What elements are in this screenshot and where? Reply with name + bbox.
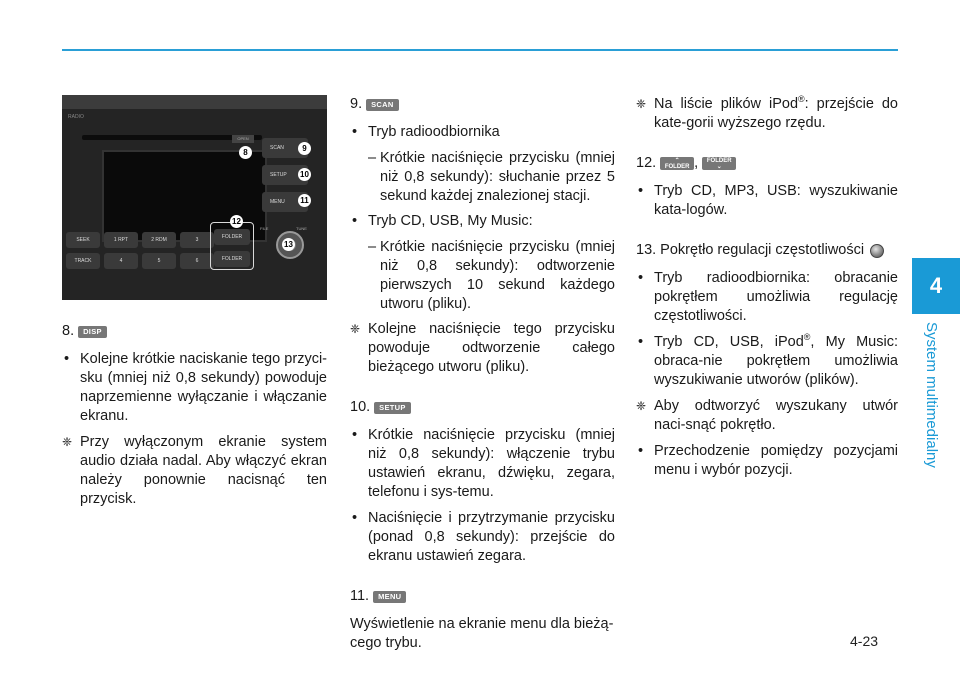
- panel-rdm-button: 2 RDM: [142, 232, 176, 248]
- column-1: [62, 322, 327, 516]
- item-10-bullet-2: • Naciśnięcie i przytrzymanie przycisku (ponad 0,8 sekundy): przejście do ekranu ustawień zegara.: [350, 509, 615, 566]
- callout-13: 13: [282, 238, 295, 251]
- chevron-down-icon: ⌄: [716, 163, 722, 170]
- item-11-heading: [350, 587, 615, 606]
- item-10-number: 10.: [350, 399, 371, 415]
- ipod-note: [636, 95, 898, 133]
- item-11-number: 11.: [350, 588, 370, 604]
- panel-brand: RADIO: [68, 114, 84, 120]
- item-9-note: ❈ Kolejne naciśnięcie tego przycisku powoduje odtworzenie całego bieżącego utworu (pliku).: [350, 320, 615, 377]
- item-13-bullet-2-pre: Tryb CD, USB, iPod: [654, 334, 804, 350]
- folder-up-label: FOLDER: [664, 163, 690, 170]
- panel-folder-up-button: FOLDER: [214, 229, 250, 245]
- callout-8: 8: [239, 146, 252, 159]
- panel-preset-5: 5: [142, 253, 176, 269]
- item-13-heading: [636, 241, 898, 260]
- item-12-separator: ,: [694, 155, 699, 171]
- item-13-bullet-2: [636, 333, 898, 390]
- folder-down-label: FOLDER: [706, 157, 732, 164]
- panel-setup-button: SETUP: [262, 165, 308, 185]
- item-9-dash-1: – Krótkie naciśnięcie przycisku (mniej niż 0,8 sekundy): słuchanie przez 5 sekund każdej znalezionej stacji.: [350, 149, 615, 206]
- panel-file-label: FILE: [260, 226, 269, 231]
- panel-tune-label: TUNE: [296, 226, 307, 231]
- header-rule: [62, 49, 898, 51]
- audio-panel-illustration: [62, 95, 327, 300]
- callout-11: 11: [298, 194, 311, 207]
- item-8-heading: [62, 322, 327, 341]
- panel-scan-button: SCAN: [262, 138, 308, 158]
- scan-button-icon: SCAN: [366, 99, 398, 111]
- panel-track-button: TRACK: [66, 253, 100, 269]
- item-13-bullet-2-post: , My Music: obraca-nie pokrętłem umożliwia wyszukiwanie utworów (plików).: [654, 334, 898, 388]
- item-13-bullet-1: • Tryb radioodbiornika: obracanie pokrętłem umożliwia regulację częstotliwości.: [636, 269, 898, 326]
- chapter-tab: 4: [912, 258, 960, 314]
- ipod-note-pre: Na liście plików iPod: [654, 96, 799, 112]
- setup-button-icon: SETUP: [374, 402, 411, 414]
- column-2: [350, 95, 615, 660]
- folder-up-button-icon: [660, 157, 694, 170]
- item-13-bullet-3: • Przechodzenie pomiędzy pozycjami menu i wybór pozycji.: [636, 442, 898, 480]
- registered-mark: ®: [798, 94, 805, 105]
- item-12-bullet: • Tryb CD, MP3, USB: wyszukiwanie kata-logów.: [636, 182, 898, 220]
- panel-menu-button: MENU: [262, 192, 308, 212]
- chevron-up-icon: ⌃: [674, 157, 680, 164]
- item-9-heading: [350, 95, 615, 114]
- panel-preset-3: 3: [180, 232, 214, 248]
- callout-12: 12: [230, 215, 243, 228]
- column-3: [636, 95, 898, 487]
- ipod-note-post: : przejście do kate-gorii wyższego rzędu.: [654, 96, 898, 131]
- panel-preset-6: 6: [180, 253, 214, 269]
- panel-open-button: OPEN: [232, 135, 254, 143]
- item-8-number: 8.: [62, 323, 75, 339]
- item-13-label: 13. Pokrętło regulacji częstotliwości: [636, 242, 865, 258]
- callout-9: 9: [298, 142, 311, 155]
- disp-button-icon: DISP: [78, 326, 107, 338]
- item-9-dash-2: – Krótkie naciśnięcie przycisku (mniej niż 0,8 sekundy): odtworzenie pierwszych 10 sekund każdego utworu (pliku).: [350, 238, 615, 314]
- panel-folder-down-button: FOLDER: [214, 251, 250, 267]
- item-8-bullet: • Kolejne krótkie naciskanie tego przyci-sku (mniej niż 0,8 sekundy) powoduje naprzemienne wyłączanie i włączanie ekranu.: [62, 350, 327, 426]
- tune-knob-icon: [870, 244, 884, 258]
- item-10-heading: [350, 398, 615, 417]
- item-9-number: 9.: [350, 96, 363, 112]
- folder-down-button-icon: [702, 157, 736, 170]
- menu-button-icon: MENU: [373, 591, 406, 603]
- registered-mark-2: ®: [803, 332, 811, 343]
- chapter-title: System multimedialny: [923, 322, 940, 468]
- item-12-number: 12.: [636, 155, 657, 171]
- panel-preset-4: 4: [104, 253, 138, 269]
- item-12-heading: [636, 154, 898, 173]
- panel-rpt-button: 1 RPT: [104, 232, 138, 248]
- callout-10: 10: [298, 168, 311, 181]
- item-10-bullet-1: • Krótkie naciśnięcie przycisku (mniej niż 0,8 sekundy): włączenie trybu ustawień ekranu, dźwięku, zegara, telefonu i sys-temu.: [350, 426, 615, 502]
- item-9-bullet-2: • Tryb CD, USB, My Music:: [350, 212, 615, 231]
- panel-top-bar: [62, 95, 327, 109]
- item-11-text: Wyświetlenie na ekranie menu dla bieżą-cego trybu.: [350, 616, 614, 651]
- item-8-note: ❈ Przy wyłączonym ekranie system audio działa nadal. Aby włączyć ekran należy ponownie nacisnąć ten przycisk.: [62, 433, 327, 509]
- item-13-note: ❈ Aby odtworzyć wyszukany utwór naci-snąć pokrętło.: [636, 397, 898, 435]
- panel-seek-button: SEEK: [66, 232, 100, 248]
- item-9-bullet-1: • Tryb radioodbiornika: [350, 123, 615, 142]
- page-number: 4-23: [850, 633, 879, 649]
